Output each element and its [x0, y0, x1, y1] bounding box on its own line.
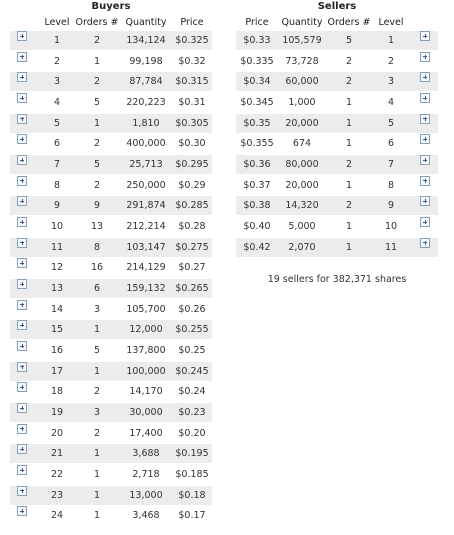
buyers-cell-level: 12: [50, 262, 64, 274]
buyers-cell-level: 5: [53, 117, 61, 129]
sellers-table: [236, 31, 438, 257]
buyers-cell-level: 6: [53, 138, 61, 150]
sellers-row: [236, 31, 438, 50]
expand-plus-icon[interactable]: [17, 279, 27, 289]
buyers-cell-orders: 2: [93, 427, 101, 439]
buyers-cell-level: 18: [50, 386, 64, 398]
sellers-cell-price: $0.40: [243, 221, 271, 233]
buyers-cell-price: $0.285: [175, 200, 209, 212]
expand-plus-icon[interactable]: [17, 382, 27, 392]
buyers-cell-quantity: 137,800: [126, 345, 166, 357]
buyers-cell-level: 16: [50, 345, 64, 357]
buyers-cell-quantity: 214,129: [126, 262, 166, 274]
sellers-cell-level: 6: [387, 138, 395, 150]
buyers-cell-price: $0.185: [175, 469, 209, 481]
sellers-header-price: Price: [245, 17, 269, 28]
sellers-cell-level: 2: [387, 55, 395, 67]
buyers-cell-orders: 1: [93, 448, 101, 460]
buyers-cell-orders: 1: [93, 510, 101, 522]
sellers-cell-quantity: 1,000: [288, 97, 316, 109]
expand-plus-icon[interactable]: [17, 362, 27, 372]
sellers-cell-level: 10: [384, 221, 398, 233]
expand-plus-icon[interactable]: [17, 300, 27, 310]
expand-plus-icon[interactable]: [420, 72, 430, 82]
expand-plus-icon[interactable]: [17, 134, 27, 144]
buyers-cell-orders: 1: [93, 117, 101, 129]
expand-plus-icon[interactable]: [420, 52, 430, 62]
buyers-cell-price: $0.27: [178, 262, 206, 274]
buyers-cell-level: 10: [50, 221, 64, 233]
expand-plus-icon[interactable]: [17, 72, 27, 82]
sellers-cell-level: 5: [387, 117, 395, 129]
sellers-title: Sellers: [317, 1, 357, 12]
buyers-cell-price: $0.28: [178, 221, 206, 233]
buyers-cell-quantity: 25,713: [129, 159, 163, 171]
buyers-cell-quantity: 105,700: [126, 303, 166, 315]
sellers-row: [236, 134, 438, 153]
buyers-cell-orders: 5: [93, 159, 101, 171]
buyers-cell-price: $0.24: [178, 386, 206, 398]
sellers-cell-orders: 5: [345, 35, 353, 46]
buyers-cell-quantity: 250,000: [126, 179, 166, 191]
buyers-cell-orders: 3: [93, 407, 101, 419]
buyers-cell-quantity: 159,132: [126, 283, 166, 295]
sellers-cell-price: $0.33: [243, 35, 271, 46]
buyers-row: [10, 31, 212, 50]
sellers-row: [236, 72, 438, 91]
sellers-cell-orders: 2: [345, 159, 353, 171]
buyers-header-quantity: Quantity: [125, 17, 167, 28]
buyers-cell-price: $0.20: [178, 427, 206, 439]
buyers-cell-quantity: 220,223: [126, 97, 166, 109]
buyers-cell-level: 22: [50, 469, 64, 481]
sellers-row: [236, 176, 438, 195]
buyers-cell-orders: 1: [93, 469, 101, 481]
buyers-cell-orders: 8: [93, 241, 101, 253]
sellers-cell-level: 9: [387, 200, 395, 212]
sellers-cell-quantity: 20,000: [285, 117, 319, 129]
expand-plus-icon[interactable]: [420, 196, 430, 206]
sellers-row: [236, 93, 438, 112]
expand-plus-icon[interactable]: [420, 217, 430, 227]
sellers-cell-price: $0.335: [240, 55, 274, 67]
buyers-cell-quantity: 12,000: [129, 324, 163, 336]
sellers-cell-price: $0.35: [243, 117, 271, 129]
expand-plus-icon[interactable]: [420, 134, 430, 144]
buyers-row: [10, 424, 212, 443]
sellers-cell-orders: 1: [345, 117, 353, 129]
buyers-row: [10, 52, 212, 71]
buyers-cell-level: 14: [50, 303, 64, 315]
buyers-cell-price: $0.275: [175, 241, 209, 253]
expand-plus-icon[interactable]: [17, 196, 27, 206]
sellers-cell-price: $0.37: [243, 179, 271, 191]
expand-plus-icon[interactable]: [420, 238, 430, 248]
sellers-cell-quantity: 60,000: [285, 76, 319, 88]
buyers-cell-orders: 13: [90, 221, 104, 233]
sellers-cell-quantity: 73,728: [285, 55, 319, 67]
buyers-cell-level: 20: [50, 427, 64, 439]
sellers-header-orders: Orders #: [327, 17, 371, 28]
buyers-row: [10, 444, 212, 463]
expand-plus-icon[interactable]: [420, 93, 430, 103]
buyers-header-price: Price: [180, 17, 204, 28]
buyers-row: [10, 465, 212, 484]
expand-plus-icon[interactable]: [420, 114, 430, 124]
buyers-header-level: Level: [44, 17, 70, 28]
sellers-cell-price: $0.38: [243, 200, 271, 212]
sellers-cell-orders: 2: [345, 200, 353, 212]
buyers-cell-quantity: 134,124: [126, 35, 166, 46]
sellers-cell-price: $0.355: [240, 138, 274, 150]
buyers-cell-orders: 1: [93, 324, 101, 336]
buyers-cell-level: 13: [50, 283, 64, 295]
buyers-cell-quantity: 30,000: [129, 407, 163, 419]
buyers-cell-orders: 1: [93, 489, 101, 501]
buyers-cell-level: 7: [53, 159, 61, 171]
buyers-cell-quantity: 212,214: [126, 221, 166, 233]
buyers-cell-price: $0.31: [178, 97, 206, 109]
sellers-cell-orders: 1: [345, 97, 353, 109]
buyers-cell-price: $0.23: [178, 407, 206, 419]
sellers-cell-orders: 1: [345, 221, 353, 233]
buyers-cell-quantity: 17,400: [129, 427, 163, 439]
buyers-cell-level: 11: [50, 241, 64, 253]
sellers-header-row: [236, 14, 438, 31]
buyers-row: [10, 134, 212, 153]
buyers-cell-price: $0.305: [175, 117, 209, 129]
buyers-row: [10, 72, 212, 91]
sellers-cell-quantity: 105,579: [282, 35, 322, 46]
buyers-cell-price: $0.30: [178, 138, 206, 150]
expand-plus-icon[interactable]: [17, 114, 27, 124]
sellers-row: [236, 196, 438, 215]
sellers-cell-orders: 2: [345, 55, 353, 67]
expand-plus-icon[interactable]: [17, 176, 27, 186]
sellers-cell-level: 1: [387, 35, 395, 46]
buyers-header-orders: Orders #: [75, 17, 119, 28]
buyers-cell-orders: 5: [93, 97, 101, 109]
buyers-cell-price: $0.25: [178, 345, 206, 357]
sellers-cell-orders: 1: [345, 179, 353, 191]
buyers-row: [10, 155, 212, 174]
buyers-cell-level: 19: [50, 407, 64, 419]
expand-plus-icon[interactable]: [17, 341, 27, 351]
sellers-panel: [236, 0, 438, 285]
sellers-cell-quantity: 14,320: [285, 200, 319, 212]
buyers-cell-level: 2: [53, 55, 61, 67]
buyers-cell-price: $0.29: [178, 179, 206, 191]
sellers-cell-quantity: 674: [292, 138, 312, 150]
buyers-cell-price: $0.265: [175, 283, 209, 295]
buyers-cell-quantity: 87,784: [129, 76, 163, 88]
buyers-cell-level: 4: [53, 97, 61, 109]
sellers-cell-price: $0.345: [240, 97, 274, 109]
buyers-row: [10, 486, 212, 505]
buyers-cell-orders: 1: [93, 365, 101, 377]
buyers-cell-quantity: 13,000: [129, 489, 163, 501]
buyers-row: [10, 382, 212, 401]
buyers-cell-quantity: 291,874: [126, 200, 166, 212]
buyers-cell-orders: 2: [93, 179, 101, 191]
buyers-cell-quantity: 3,468: [132, 510, 160, 522]
expand-plus-icon[interactable]: [17, 217, 27, 227]
sellers-cell-orders: 1: [345, 241, 353, 253]
buyers-cell-orders: 5: [93, 345, 101, 357]
sellers-summary: 19 sellers for 382,371 shares: [267, 274, 407, 285]
buyers-cell-level: 15: [50, 324, 64, 336]
buyers-row: [10, 258, 212, 277]
buyers-cell-orders: 3: [93, 303, 101, 315]
sellers-cell-orders: 1: [345, 138, 353, 150]
buyers-cell-level: 21: [50, 448, 64, 460]
sellers-cell-level: 11: [384, 241, 398, 253]
sellers-cell-orders: 2: [345, 76, 353, 88]
sellers-cell-price: $0.36: [243, 159, 271, 171]
buyers-cell-quantity: 99,198: [129, 55, 163, 67]
expand-plus-icon[interactable]: [17, 155, 27, 165]
buyers-table: [10, 31, 212, 525]
sellers-cell-level: 8: [387, 179, 395, 191]
buyers-cell-orders: 2: [93, 386, 101, 398]
buyers-cell-quantity: 2,718: [132, 469, 160, 481]
buyers-cell-level: 8: [53, 179, 61, 191]
buyers-cell-orders: 6: [93, 283, 101, 295]
buyers-row: [10, 196, 212, 215]
expand-plus-icon[interactable]: [420, 176, 430, 186]
expand-plus-icon[interactable]: [17, 465, 27, 475]
expand-plus-icon[interactable]: [17, 238, 27, 248]
sellers-cell-level: 3: [387, 76, 395, 88]
buyers-title: Buyers: [91, 1, 131, 12]
buyers-cell-quantity: 14,170: [129, 386, 163, 398]
buyers-row: [10, 362, 212, 381]
buyers-cell-quantity: 103,147: [126, 241, 166, 253]
sellers-cell-quantity: 80,000: [285, 159, 319, 171]
sellers-cell-price: $0.34: [243, 76, 271, 88]
buyers-cell-price: $0.32: [178, 55, 206, 67]
buyers-row: [10, 279, 212, 298]
buyers-cell-price: $0.255: [175, 324, 209, 336]
buyers-cell-price: $0.18: [178, 489, 206, 501]
sellers-header-quantity: Quantity: [281, 17, 323, 28]
buyers-row: [10, 341, 212, 360]
buyers-row: [10, 320, 212, 339]
buyers-panel: [10, 0, 212, 527]
expand-plus-icon[interactable]: [17, 31, 27, 41]
buyers-cell-price: $0.245: [175, 365, 209, 377]
buyers-cell-level: 24: [50, 510, 64, 522]
buyers-row: [10, 238, 212, 257]
expand-plus-icon[interactable]: [17, 258, 27, 268]
sellers-row: [236, 114, 438, 133]
expand-plus-icon[interactable]: [17, 506, 27, 516]
sellers-cell-quantity: 2,070: [288, 241, 316, 253]
expand-plus-icon[interactable]: [17, 52, 27, 62]
sellers-cell-quantity: 20,000: [285, 179, 319, 191]
buyers-cell-price: $0.17: [178, 510, 206, 522]
buyers-cell-orders: 2: [93, 138, 101, 150]
expand-plus-icon[interactable]: [420, 155, 430, 165]
sellers-row: [236, 155, 438, 174]
sellers-row: [236, 52, 438, 71]
buyers-cell-price: $0.295: [175, 159, 209, 171]
sellers-cell-quantity: 5,000: [288, 221, 316, 233]
buyers-cell-level: 1: [53, 35, 61, 46]
sellers-row: [236, 238, 438, 257]
buyers-row: [10, 176, 212, 195]
buyers-cell-level: 17: [50, 365, 64, 377]
expand-plus-icon[interactable]: [17, 93, 27, 103]
buyers-row: [10, 506, 212, 525]
buyers-cell-quantity: 1,810: [132, 117, 160, 129]
buyers-row: [10, 403, 212, 422]
buyers-cell-orders: 2: [93, 76, 101, 88]
buyers-cell-price: $0.315: [175, 76, 209, 88]
expand-plus-icon[interactable]: [17, 486, 27, 496]
buyers-row: [10, 217, 212, 236]
buyers-cell-orders: 1: [93, 55, 101, 67]
buyers-cell-level: 9: [53, 200, 61, 212]
buyers-cell-level: 23: [50, 489, 64, 501]
buyers-cell-level: 3: [53, 76, 61, 88]
expand-plus-icon[interactable]: [17, 320, 27, 330]
buyers-cell-orders: 9: [93, 200, 101, 212]
expand-plus-icon[interactable]: [17, 444, 27, 454]
buyers-row: [10, 300, 212, 319]
buyers-cell-orders: 16: [90, 262, 104, 274]
sellers-cell-level: 7: [387, 159, 395, 171]
buyers-row: [10, 93, 212, 112]
buyers-cell-quantity: 400,000: [126, 138, 166, 150]
expand-plus-icon[interactable]: [17, 403, 27, 413]
buyers-cell-price: $0.26: [178, 303, 206, 315]
sellers-cell-level: 4: [387, 97, 395, 109]
expand-plus-icon[interactable]: [17, 424, 27, 434]
buyers-cell-quantity: 100,000: [126, 365, 166, 377]
buyers-cell-orders: 2: [93, 35, 101, 46]
buyers-cell-price: $0.195: [175, 448, 209, 460]
buyers-cell-quantity: 3,688: [132, 448, 160, 460]
buyers-cell-price: $0.325: [175, 35, 209, 46]
sellers-row: [236, 217, 438, 236]
expand-plus-icon[interactable]: [420, 31, 430, 41]
sellers-cell-price: $0.42: [243, 241, 271, 253]
buyers-header-row: [10, 14, 212, 31]
buyers-row: [10, 114, 212, 133]
sellers-header-level: Level: [378, 17, 404, 28]
